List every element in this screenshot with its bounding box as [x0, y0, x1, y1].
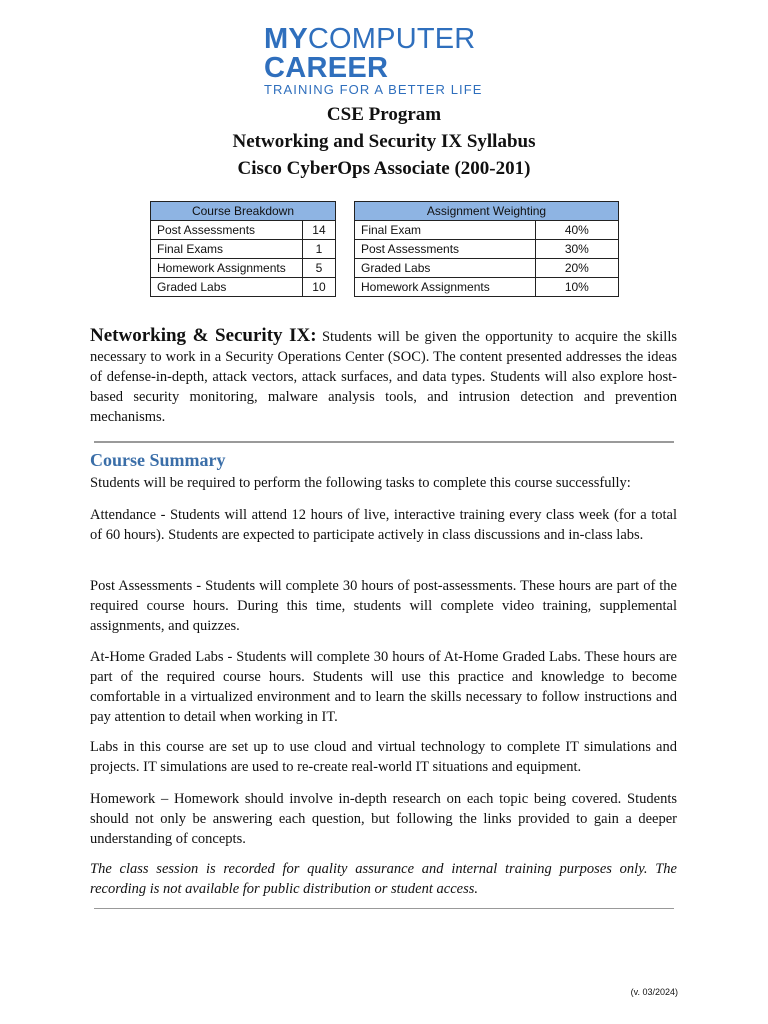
- table-row: [151, 240, 336, 259]
- breakdown-value: 5: [302, 259, 335, 278]
- table-row: [355, 221, 619, 240]
- logo-career: CAREER: [264, 52, 389, 84]
- course-summary-heading: Course Summary: [90, 450, 226, 470]
- attendance-paragraph: Attendance - Students will attend 12 hours of live, interactive training every class week (for a total of 60 hours). Students are expected to participate actively in class discussions and in-class labs.: [90, 507, 677, 543]
- homework-paragraph: Homework – Homework should involve in-depth research on each topic being covered. Students should not only be answering each question, but following the links provided to gain a deeper understanding of concepts.: [90, 791, 677, 847]
- breakdown-value: 14: [302, 221, 335, 240]
- weighting-value: 40%: [535, 221, 618, 240]
- logo-tagline: TRAINING FOR A BETTER LIFE: [264, 82, 483, 97]
- table-row: [151, 221, 336, 240]
- post-assessments-paragraph: Post Assessments - Students will complete 30 hours of post-assessments. These hours are part of the required course hours. During this time, students will complete video training, supplemental assignments, and quizzes.: [90, 578, 677, 634]
- course-breakdown-header: Course Breakdown: [151, 202, 336, 221]
- assignment-weighting-table: [354, 201, 619, 297]
- table-row: [355, 240, 619, 259]
- course-breakdown-table: [150, 201, 336, 297]
- certification-title: Cisco CyberOps Associate (200-201): [237, 158, 531, 179]
- course-intro-text: Students will be given the opportunity to acquire the skills necessary to work in a Security Operations Center (SOC). The content presented addresses the ideas of defense-in-depth, attack vectors, attack surfaces, and data types. Students will also explore host-based security monitoring, malware analysis tools, and intrusion detection and prevention mechanisms.: [90, 329, 677, 425]
- course-intro-lead: Networking & Security IX:: [90, 325, 317, 346]
- summary-intro: Students will be required to perform the following tasks to complete this course successfully:: [90, 475, 631, 491]
- graded-labs-paragraph: At-Home Graded Labs - Students will complete 30 hours of At-Home Graded Labs. These hours are part of the required course hours. Students will use this practice and knowledge to become comfortable in a virtualized environment and to learn the skills necessary to follow instructions and pay attention to detail when working in IT.: [90, 649, 677, 725]
- syllabus-title: Networking and Security IX Syllabus: [232, 131, 536, 152]
- version-label: (v. 03/2024): [630, 987, 678, 997]
- breakdown-value: 1: [302, 240, 335, 259]
- logo-computer: COMPUTER: [307, 23, 476, 55]
- breakdown-label: Homework Assignments: [151, 259, 303, 278]
- weighting-label: Homework Assignments: [355, 278, 536, 297]
- breakdown-label: Post Assessments: [151, 221, 303, 240]
- breakdown-value: 10: [302, 278, 335, 297]
- logo-line-1: [264, 24, 504, 54]
- breakdown-label: Graded Labs: [151, 278, 303, 297]
- course-intro: [90, 326, 677, 427]
- table-row: [151, 278, 336, 297]
- weighting-label: Graded Labs: [355, 259, 536, 278]
- labs-paragraph: Labs in this course are set up to use cloud and virtual technology to complete IT simulations and projects. IT simulations are used to re-create real-world IT situations and equipment.: [90, 739, 677, 775]
- logo: [264, 24, 504, 98]
- divider: [94, 908, 674, 909]
- program-title: CSE Program: [326, 104, 442, 125]
- weighting-label: Final Exam: [355, 221, 536, 240]
- breakdown-label: Final Exams: [151, 240, 303, 259]
- recording-notice: The class session is recorded for quality assurance and internal training purposes only. The recording is not available for public distribution or student access.: [90, 861, 677, 897]
- weighting-value: 20%: [535, 259, 618, 278]
- table-row: [151, 259, 336, 278]
- divider: [94, 441, 674, 443]
- weighting-value: 10%: [535, 278, 618, 297]
- table-row: [355, 259, 619, 278]
- assignment-weighting-header: Assignment Weighting: [355, 202, 619, 221]
- weighting-label: Post Assessments: [355, 240, 536, 259]
- weighting-value: 30%: [535, 240, 618, 259]
- logo-my: MY: [264, 23, 308, 55]
- table-row: [355, 278, 619, 297]
